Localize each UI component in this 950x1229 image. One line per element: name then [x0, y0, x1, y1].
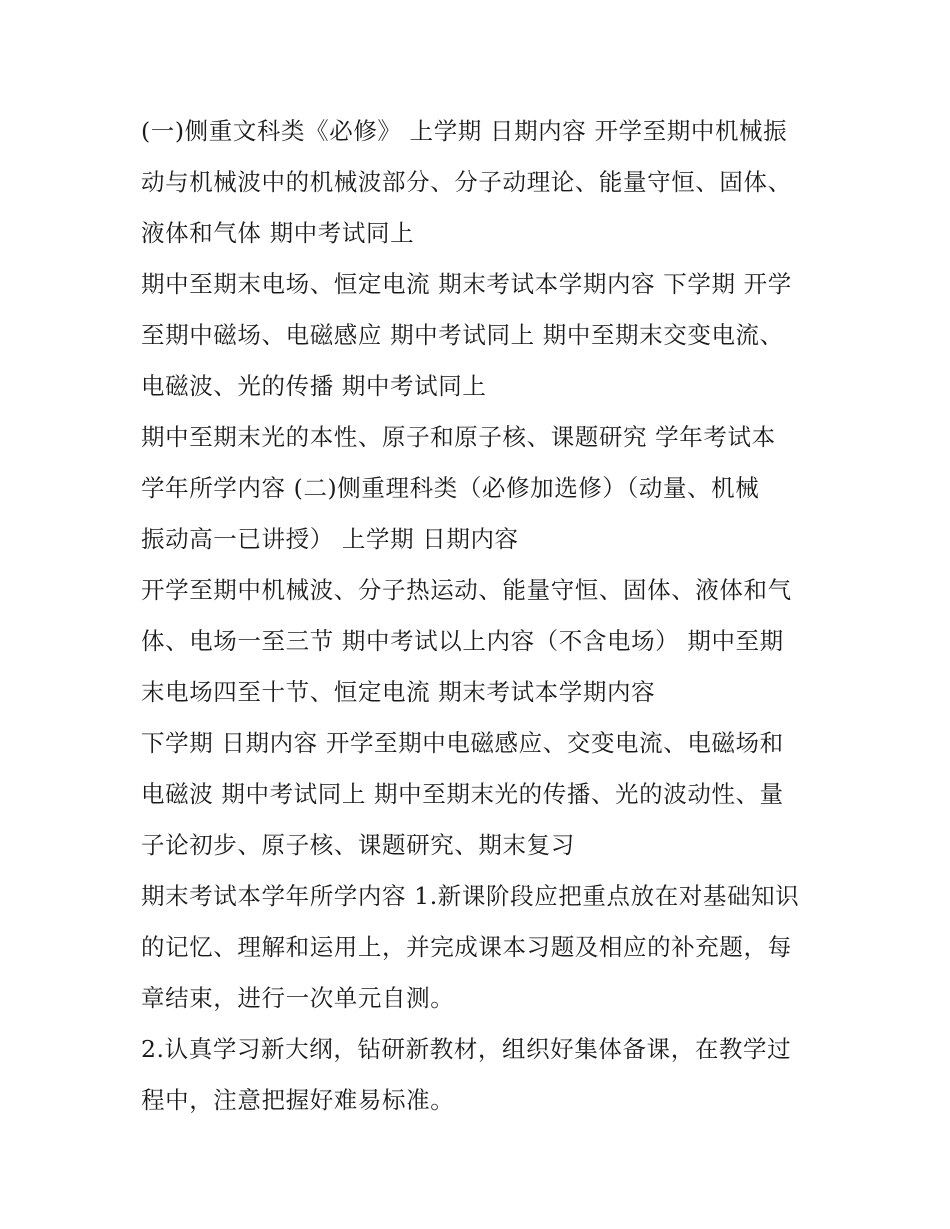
- text-line: (一)侧重文科类《必修》 上学期 日期内容 开学至期中机械振: [141, 117, 788, 145]
- text-line: 章结束，进行一次单元自测。: [141, 984, 455, 1012]
- text-line: 电磁波 期中考试同上 期中至期末光的传播、光的波动性、量: [141, 780, 784, 808]
- text-line: 期中至期末电场、恒定电流 期末考试本学期内容 下学期 开学: [141, 270, 792, 298]
- text-line: 学年所学内容 (二)侧重理科类（必修加选修）（动量、机械: [141, 474, 760, 502]
- text-line: 电磁波、光的传播 期中考试同上: [141, 372, 487, 400]
- text-line: 子论初步、原子核、课题研究、期末复习: [141, 831, 575, 859]
- text-line: 开学至期中机械波、分子热运动、能量守恒、固体、液体和气: [141, 576, 792, 604]
- text-line: 液体和气体 期中考试同上: [141, 219, 415, 247]
- document-body: [141, 106, 821, 1126]
- text-line: 期末考试本学年所学内容 1.新课阶段应把重点放在对基础知识: [141, 882, 800, 910]
- text-line: 体、电场一至三节 期中考试以上内容（不含电场） 期中至期: [141, 627, 784, 655]
- text-line: 程中，注意把握好难易标准。: [141, 1086, 455, 1114]
- text-line: 的记忆、理解和运用上，并完成课本习题及相应的补充题，每: [141, 933, 792, 961]
- text-line: 下学期 日期内容 开学至期中电磁感应、交变电流、电磁场和: [141, 729, 784, 757]
- text-line: 动与机械波中的机械波部分、分子动理论、能量守恒、固体、: [141, 168, 792, 196]
- text-line: 振动高一已讲授） 上学期 日期内容: [141, 525, 519, 553]
- text-line: 至期中磁场、电磁感应 期中考试同上 期中至期末交变电流、: [141, 321, 784, 349]
- text-line: 2.认真学习新大纲，钻研新教材，组织好集体备课，在教学过: [141, 1035, 792, 1063]
- text-line: 末电场四至十节、恒定电流 期末考试本学期内容: [141, 678, 656, 706]
- text-line: 期中至期末光的本性、原子和原子核、课题研究 学年考试本: [141, 423, 776, 451]
